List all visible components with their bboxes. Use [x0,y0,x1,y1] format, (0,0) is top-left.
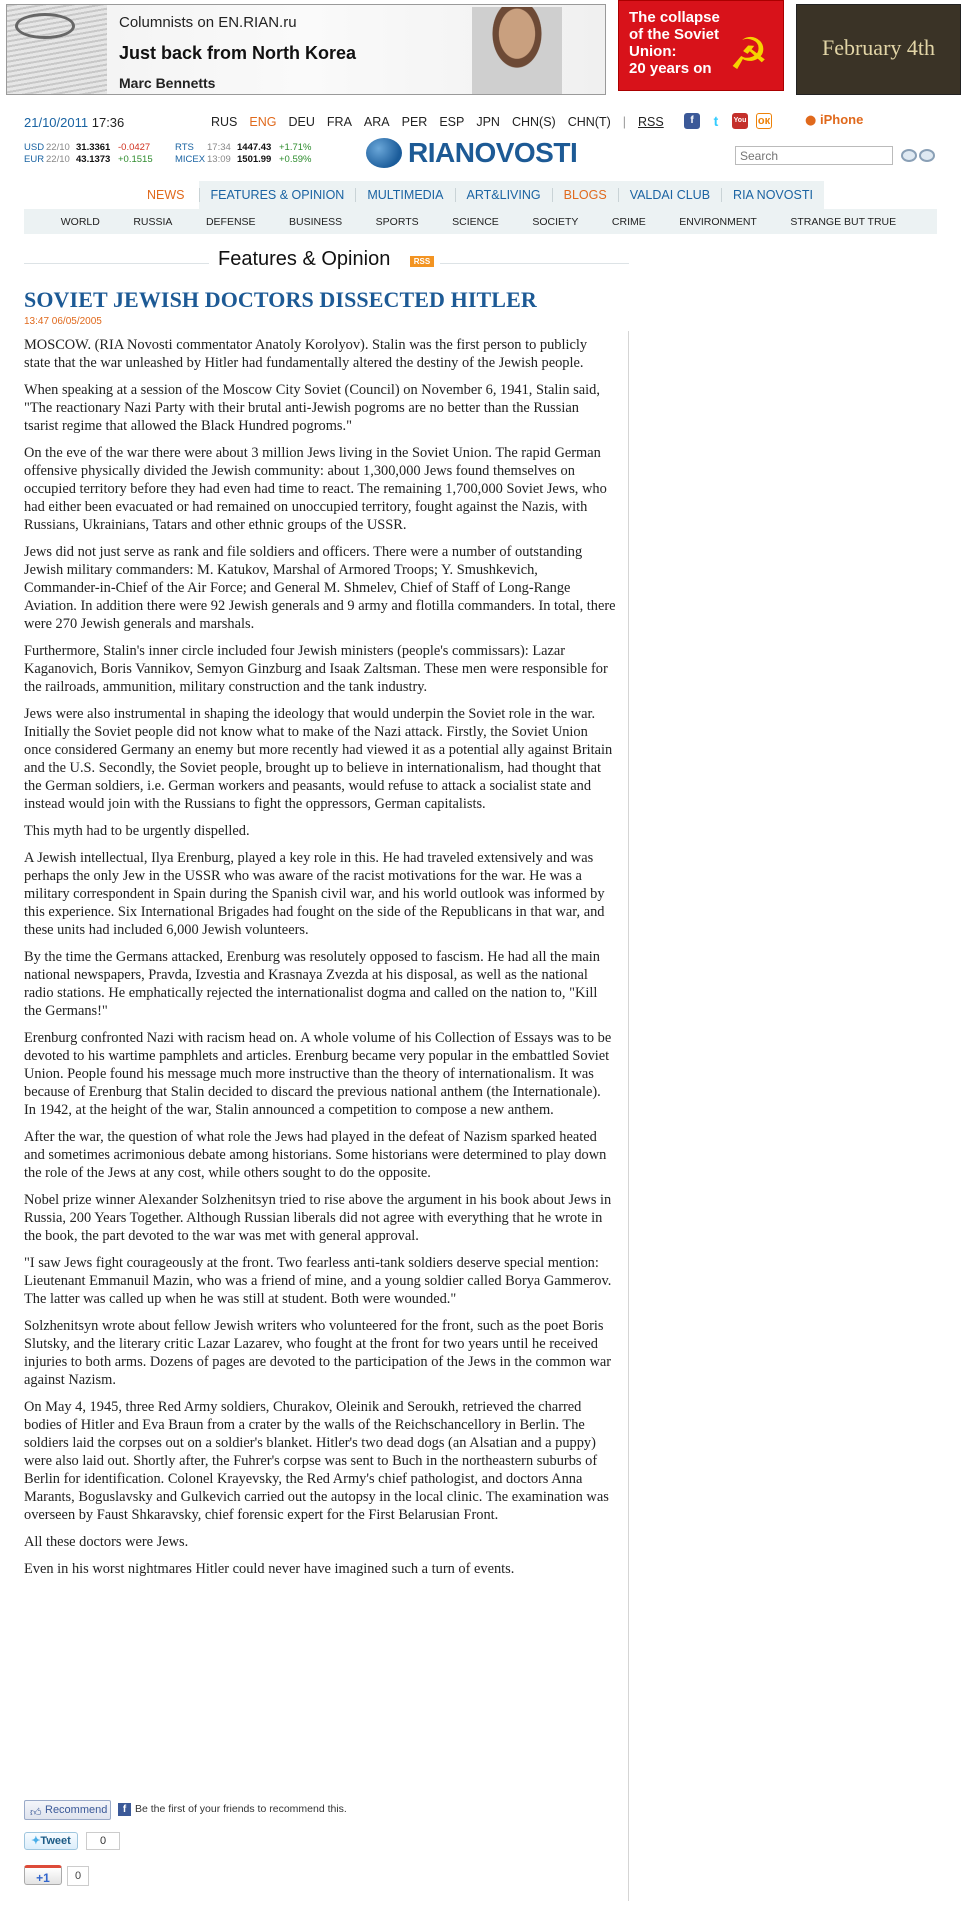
article-body [24,336,616,1587]
subnav-environment[interactable]: ENVIRONMENT [679,215,757,228]
twitter-bird-icon: ✦ [31,1835,41,1847]
lang-chn-t[interactable]: CHN(T) [567,115,611,129]
twitter-icon[interactable]: t [708,113,724,129]
thumbs-up-icon: 👍︎ [30,1807,42,1819]
currency-tickers [24,142,153,166]
nav-multimedia[interactable]: MULTIMEDIA [355,188,454,202]
recommend-prompt: Be the first of your friends to recommend this. [135,1803,347,1815]
article-timestamp: 13:47 06/05/2005 [24,316,102,327]
recommend-label: Recommend [45,1804,108,1816]
soviet-collapse-banner[interactable] [618,0,784,91]
article-paragraph: Furthermore, Stalin's inner circle included four Jewish ministers (people's commissars): Lazar Kaganovich, Boris Vannikov, Semyon Ginzburg and Isaak Zaltsman. These men were responsible for the railroads, ammunition, military construction and the tank industry. [24,643,608,695]
glasses-icon [15,13,75,39]
nav-valdai-club[interactable]: VALDAI CLUB [618,188,721,202]
lang-separator: | [622,115,626,129]
author-photo [472,7,562,95]
plusone-count: 0 [67,1866,89,1886]
article-paragraph: MOSCOW. (RIA Novosti commentator Anatoly Korolyov). Stalin was the first person to publicly state that the war unleashed by Hitler had fundamentally altered the destiny of the Jewish people. [24,337,588,371]
article-paragraph: "I saw Jews fight courageously at the front. Two fearless anti-tank soldiers deserve special mention: Lieutenant Emmanuil Mazin, who was a friend of mine, and a young soldier called Borya Gammerov. The latter was called up when he was still at student. Both were wounded." [24,1255,612,1307]
current-date: 21/10/2011 [24,115,89,130]
search-input[interactable] [735,146,893,165]
february-4th-banner[interactable] [796,4,961,95]
article-paragraph: Nobel prize winner Alexander Solzhenitsyn tried to rise above the argument in his book about Jews in Russia, 200 Years Together. Although Russian liberals did not agree with everything that he wrote in the book, the part devoted to the war was met with general approval. [24,1192,612,1244]
lang-esp[interactable]: ESP [439,115,465,129]
nav-blogs[interactable]: BLOGS [552,188,618,202]
lang-ara[interactable]: ARA [363,115,390,129]
banner-columnists-title: Just back from North Korea [119,43,357,63]
banner-columnists-author: Marc Bennetts [119,75,216,91]
globe-icon [366,138,402,168]
banner-columnists-label: Columnists on EN.RIAN.ru [119,14,297,31]
date-time [24,115,124,130]
article-paragraph: This myth had to be urgently dispelled. [24,823,250,839]
newspaper-image [7,5,107,95]
tweet-label: Tweet [40,1835,71,1847]
article-paragraph: Erenburg confronted Nazi with racism head on. A whole volume of his Collection of Essays was to be devoted to his wartime pamphlets and articles. Erenburg became very popular in the embattled Soviet Union. People found his message much more instructive than the theory of internationalism. It was because of Erenburg that Stalin decided to discard the previous national anthem (the Internationale). In 1942, at the height of the war, Stalin announced a competition to compose a new anthem. [24,1030,612,1118]
lang-eng[interactable]: ENG [249,115,277,129]
article-headline: SOVIET JEWISH DOCTORS DISSECTED HITLER [24,287,537,312]
lang-rus[interactable]: RUS [211,115,238,129]
ticker-rts: RTS 17:34 1447.43 +1.71% [175,142,312,153]
article-paragraph: A Jewish intellectual, Ilya Erenburg, played a key role in this. He had traveled extensively and was perhaps the only Jew in the USSR who was aware of the racist motivations for the war. He was a military correspondent in Spain during the Spanish civil war, and his world outlook was informed by this experience. Six International Brigades had fought on the side of the Republicans in that war, and these units had included 6,000 Jewish volunteers. [24,850,605,938]
subnav-world[interactable]: WORLD [60,215,100,228]
language-bar [211,115,676,129]
index-tickers [175,142,312,166]
iphone-link[interactable] [805,112,863,128]
iphone-label: iPhone [819,112,864,127]
article-paragraph: Solzhenitsyn wrote about fellow Jewish writers who volunteered for the front, such as the poet Boris Slutsky, and the literary critic Lazar Lazarev, who fought at the front for two years until he received injuries to both arms. Dozens of pages are devoted to the participation of the Jews in the common war against Nazism. [24,1318,612,1388]
article-paragraph: On May 4, 1945, three Red Army soldiers, Churakov, Oleinik and Seroukh, retrieved the charred bodies of Hitler and Eva Braun from a crater by the walls of the Reichschancellory in Berlin. The soldiers laid the corpses out on a soldier's blanket. Hitler's two dead dogs (an Alsatian and a puppy) were also laid out. Shortly after, the Fuhrer's corpse was sent to Buch in the northeastern suburbs of Berlin for identification. Colonel Krayevsky, the Red Army's chief pathologist, and doctors Anna Marants, Boguslavsky and Gulkevich carried out the autopsy in the local clinic. The examination was overseen by Faust Shkaravsky, chief forensic expert for the First Belarusian Front. [24,1399,609,1523]
rss-link[interactable]: RSS [638,115,664,129]
subnav-crime[interactable]: CRIME [611,215,646,228]
lang-chn-s[interactable]: CHN(S) [511,115,556,129]
logo-text: RIANOVOSTI [408,137,578,168]
banner-february-text: February 4th [821,35,936,60]
google-plusone-button[interactable]: +1 [24,1865,62,1885]
subnav-science[interactable]: SCIENCE [452,215,499,228]
tweet-count: 0 [86,1832,120,1850]
current-time: 17:36 [91,115,125,130]
section-rss-badge[interactable]: RSS [410,256,434,267]
section-title: Features & Opinion [218,248,391,270]
facebook-icon[interactable]: f [684,113,700,129]
subnav-russia[interactable]: RUSSIA [133,215,173,228]
subnav-society[interactable]: SOCIETY [532,215,579,228]
odnoklassniki-icon[interactable]: ок [757,115,771,127]
article-paragraph: Jews were also instrumental in shaping the ideology that would underpin the Soviet role in the war. Initially the Soviet people did not know what to make of the Nazi attack. Firstly, the Soviet Union once considered Germany an enemy but more recently had viewed it as a potential ally against Britain and the U.S. Secondly, the Soviet people, brought up to believe in internationalism, had thought that the German soldiers, i.e. German workers and peasants, would refuse to attack a socialist state and instead would join with the Russians to fight the oppressors, German capitalists. [24,706,613,812]
banner-collapse-line4: 20 years on [629,60,712,77]
ticker-micex: MICEX 13:09 1501.99 +0.59% [175,154,312,165]
tweet-button[interactable] [24,1832,78,1850]
subnav-strange-but-true[interactable]: STRANGE BUT TRUE [790,215,897,228]
facebook-recommend-button[interactable] [24,1800,111,1820]
section-divider-left [24,263,209,264]
subnav-defense[interactable]: DEFENSE [205,215,256,228]
nav-features-opinion[interactable]: FEATURES & OPINION [199,188,356,202]
article-paragraph: After the war, the question of what role the Jews had played in the defeat of Nazism sparked heated and sometimes acrimonious debate among historians. Some historians were determined to play down the role of the Jews at any cost, while others sought to do the opposite. [24,1129,607,1181]
article-paragraph: On the eve of the war there were about 3 million Jews living in the Soviet Union. The rapid German offensive physically divided the Jewish community: about 1,300,000 Jews found themselves on occupied territory before they had even had time to react. The remaining 1,700,000 Soviet Jews, who had either been evacuated or had remained on unoccupied territory, fought against the Nazis, with Russians, Ukrainians, Tatars and other ethnic groups of the USSR. [24,445,607,533]
youtube-icon[interactable]: You [732,113,748,129]
section-divider-right [440,263,629,264]
binoculars-search-icon[interactable] [901,147,937,165]
nav-art-living[interactable]: ART&LIVING [455,188,552,202]
facebook-icon: f [118,1803,131,1816]
article-paragraph: Jews did not just serve as rank and file soldiers and officers. There were a number of outstanding Jewish military commanders: M. Katukov, Marshal of Armored Troops; Y. Smushkevich, Commander-in-Chief of the Air Force; and General M. Shmelev, Chief of Staff of Long-Range Aviation. In addition there were 92 Jewish generals and 9 army and flotilla commanders. In total, there were 270 Jewish generals and marshals. [24,544,616,632]
lang-deu[interactable]: DEU [288,115,315,129]
subnav-business[interactable]: BUSINESS [289,215,343,228]
column-divider [628,331,629,1901]
banner-collapse-line3: Union: [629,43,677,60]
article-paragraph: By the time the Germans attacked, Erenburg was resolutely opposed to fascism. He had all the main national newspapers, Pravda, Izvestia and Krasnaya Zvezda at his disposal, as well as the national radio stations. He emphatically rejected the internationalist dogma and called on the nation to, "Kill the Germans!" [24,949,600,1019]
article-paragraph: All these doctors were Jews. [24,1534,189,1550]
ria-novosti-logo[interactable] [366,137,577,169]
lang-per[interactable]: PER [401,115,428,129]
subnav-sports[interactable]: SPORTS [375,215,419,228]
article-paragraph: When speaking at a session of the Moscow City Soviet (Council) on November 6, 1941, Stalin said, "The reactionary Nazi Party with their brutal anti-Jewish pogroms are no better than the Russian tsarist regime that allowed the Black Hundred pogroms." [24,382,600,434]
lang-jpn[interactable]: JPN [476,115,500,129]
ticker-usd: USD 22/10 31.3361 -0.0427 [24,142,151,153]
sub-navigation [24,209,937,234]
banner-collapse-line1: The collapse [629,9,720,26]
nav-news[interactable]: NEWS [133,181,199,209]
banner-collapse-line2: of the Soviet [629,26,720,43]
hammer-sickle-icon: ☭ [729,29,769,80]
lang-fra[interactable]: FRA [326,115,352,129]
main-navigation [133,181,824,209]
apple-icon: ● [805,113,817,128]
article-paragraph: Even in his worst nightmares Hitler could never have imagined such a turn of events. [24,1561,515,1577]
ticker-eur: EUR 22/10 43.1373 +0.1515 [24,154,153,165]
nav-ria-novosti[interactable]: RIA NOVOSTI [721,188,824,202]
columnists-banner[interactable] [6,4,606,95]
